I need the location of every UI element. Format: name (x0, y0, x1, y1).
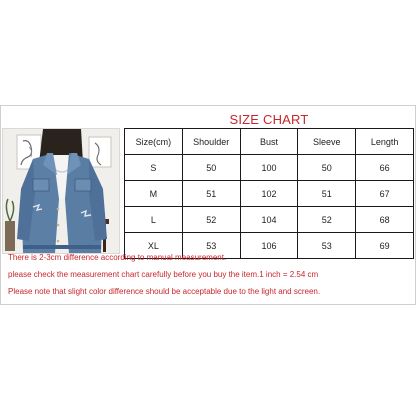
shoulder-cell: 52 (182, 207, 240, 233)
header-sleeve: Sleeve (298, 129, 356, 155)
size-cell: L (125, 207, 183, 233)
size-table (124, 128, 414, 259)
bust-cell: 102 (240, 181, 298, 207)
header-shoulder: Shoulder (182, 129, 240, 155)
bust-cell: 100 (240, 155, 298, 181)
table-row (125, 155, 414, 181)
length-cell: 69 (356, 233, 414, 259)
note-color-difference: Please note that slight color difference should be acceptable due to the light and screen. (8, 287, 321, 296)
shoulder-cell: 51 (182, 181, 240, 207)
length-cell: 68 (356, 207, 414, 233)
bust-cell: 106 (240, 233, 298, 259)
shoulder-cell: 50 (182, 155, 240, 181)
size-cell: M (125, 181, 183, 207)
sleeve-cell: 52 (298, 207, 356, 233)
size-cell: XL (125, 233, 183, 259)
size-cell: S (125, 155, 183, 181)
product-photo (2, 128, 120, 254)
sleeve-cell: 53 (298, 233, 356, 259)
length-cell: 67 (356, 181, 414, 207)
size-chart-title: SIZE CHART (229, 112, 309, 127)
shoulder-cell: 53 (182, 233, 240, 259)
sleeve-cell: 50 (298, 155, 356, 181)
denim-jacket-photo (3, 129, 119, 253)
header-bust: Bust (240, 129, 298, 155)
table-row (125, 181, 414, 207)
notes-section (8, 252, 408, 303)
length-cell: 66 (356, 155, 414, 181)
sleeve-cell: 51 (298, 181, 356, 207)
table-header-row (125, 129, 414, 155)
bust-cell: 104 (240, 207, 298, 233)
header-length: Length (356, 129, 414, 155)
note-check-chart: please check the measurement chart carefully before you buy the item.1 inch = 2.54 cm (8, 270, 319, 279)
note-measurement-difference: There is 2-3cm difference according to manual measurement. (8, 253, 227, 262)
table-row (125, 207, 414, 233)
header-size: Size(cm) (125, 129, 183, 155)
